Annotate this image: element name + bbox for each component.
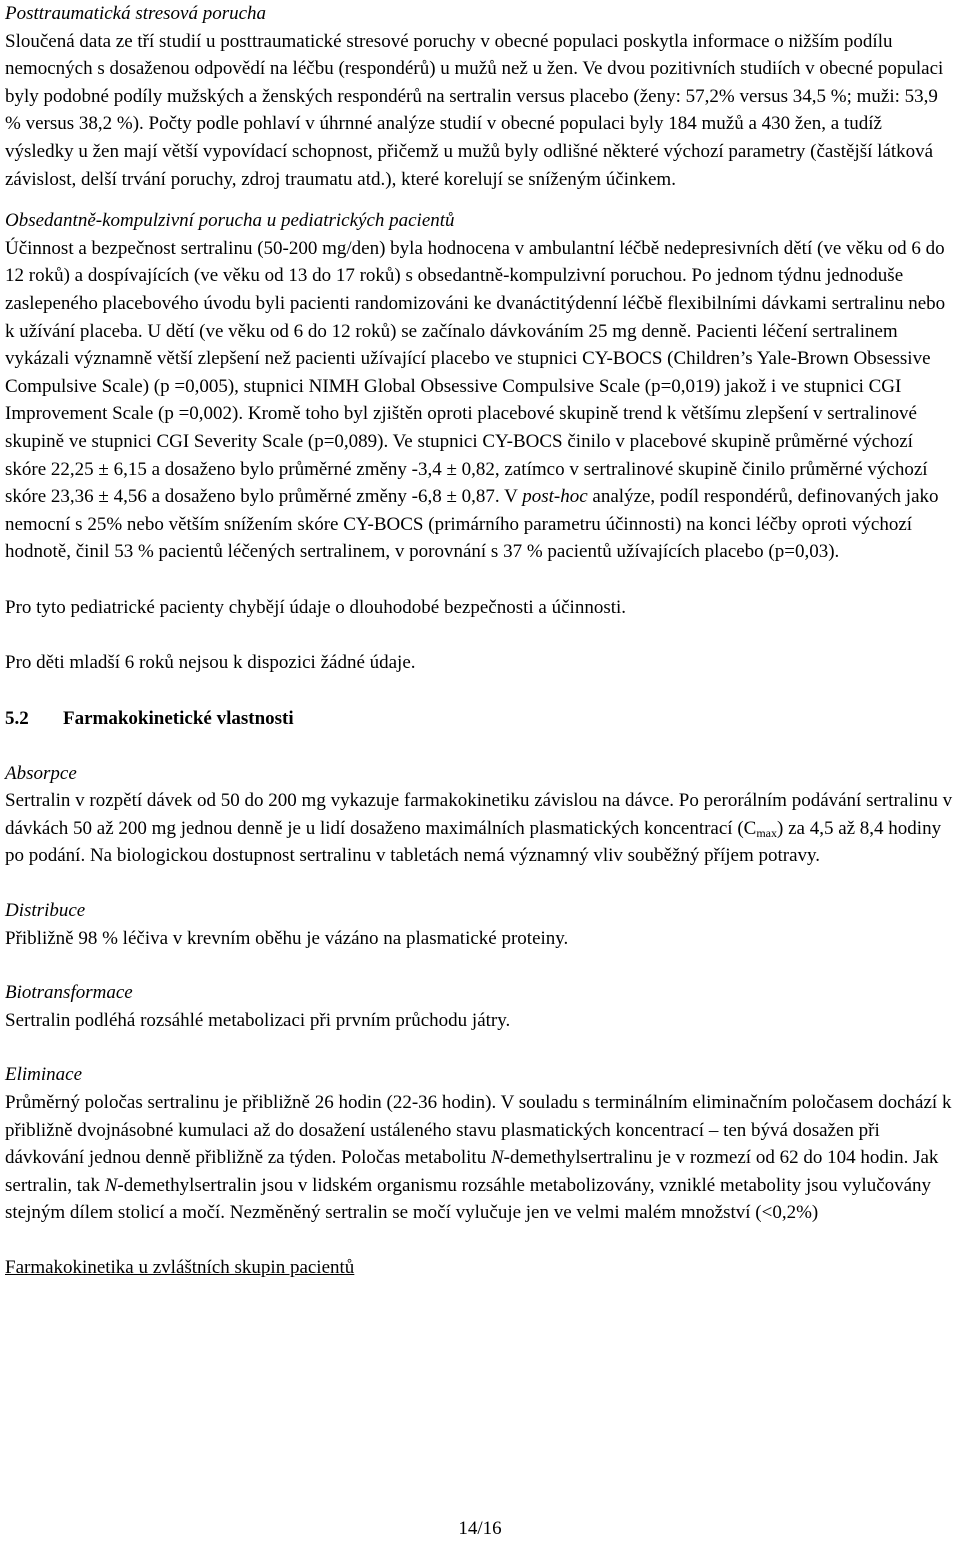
section-title: Farmakokinetické vlastnosti <box>63 708 294 730</box>
spacer <box>5 621 955 649</box>
document-page <box>5 0 955 1282</box>
eliminace-text-c: -demethylsertralin jsou v lidském organismu rozsáhle metabolizovány, vzniklé metabolity jsou vylučovány stejným dílem stolicí a močí. Nezměněný sertralin se močí vylučuje jen ve velmi malém množství (<0,2%) <box>5 1174 932 1224</box>
spacer <box>5 733 955 760</box>
biotransformace-heading: Biotransformace <box>5 982 133 1004</box>
eliminace-text-b: -demethylsertralinu je v rozmezí od 62 do 104 hodin. Jak sertralin, tak <box>5 1147 939 1196</box>
ocd-paragraph <box>5 235 955 566</box>
spacer <box>5 1227 955 1254</box>
spacer <box>5 870 955 897</box>
eliminace-n2: N <box>104 1174 118 1196</box>
section-number: 5.2 <box>5 708 29 730</box>
spacer <box>5 952 955 979</box>
section-heading <box>5 705 955 733</box>
spacer <box>5 677 955 705</box>
ocd-text-a: Účinnost a bezpečnost sertralinu (50-200 mg/den) byla hodnocena v ambulantní léčbě nedepresivních dětí (ve věku od 6 do 12 roků) a dospívajících (ve věku od 13 do 17 roků) s obsedantně-kompulzivní poruchou. Po jednom týdnu jednoduše zaslepeného placebového úvodu byli pacienti randomizováni ke dvanáctitýdenní léčbě flexibilními dávkami sertralinu nebo k užívání placeba. U dětí (ve věku od 6 do 12 roků) se začínalo dávkováním 25 mg denně. Pacienti léčení sertralinem vykázali významně větší zlepšení než pacienti užívající placebo ve stupnici CY-BOCS (Children’s Yale-Brown Obsessive Compulsive Scale) (p =0,005), stupnici NIMH Global Obsessive Compulsive Scale (p=0,019) jakož i ve stupnici CGI Improvement Scale (p =0,002). Kromě toho byl zjištěn oproti placebové skupině trend k většímu zlepšení v sertralinové skupině ve stupnici CGI Severity Scale (p=0,089). Ve stupnici CY-BOCS činilo v placebové skupině průměrné výchozí skóre 22,25 ± 6,15 a dosaženo bylo průměrné změny -3,4 ± 0,82, zatímco v sertralinové skupině činilo průměrné výchozí skóre 23,36 ± 4,56 a dosaženo bylo průměrné změny -6,8 ± 0,87. V <box>5 237 946 508</box>
biotransformace-paragraph: Sertralin podléhá rozsáhlé metabolizaci při prvním průchodu játry. <box>5 1009 511 1031</box>
special-groups-heading: Farmakokinetika u zvláštních skupin pacientů <box>5 1256 355 1278</box>
ocd-text-b: analýze, podíl respondérů, definovaných jako nemocní s 25% nebo větším snížením skóre CY-BOCS (primárního parametru účinnosti) na konci léčby oproti výchozí hodnotě, činil 53 % pacientů léčených sertralinem, v porovnání s 37 % pacientů užívajících placebo (p=0,03). <box>5 486 939 563</box>
absorpce-heading: Absorpce <box>5 762 77 784</box>
spacer <box>5 1034 955 1061</box>
eliminace-text-a: Průměrný poločas sertralinu je přibližně 26 hodin (22-36 hodin). V souladu s terminálním eliminačním poločasem dochází k přibližně dvojnásobné kumulaci až do dosažení ustáleného stavu plasmatických koncentrací – ten bývá dosažen při dávkování jednou denně přibližně za týden. Poločas metabolitu <box>5 1092 952 1169</box>
absorpce-text-a: Sertralin v rozpětí dávek od 50 do 200 mg vykazuje farmakokinetiku závislou na dávce. Po perorálním podávání sertralinu v dávkách 50 až 200 mg jednou denně je u lidí dosaženo maximálních plasmatických koncentrací (C <box>5 790 953 839</box>
distribuce-heading: Distribuce <box>5 900 86 922</box>
ocd-italic: post-hoc <box>522 486 588 508</box>
cmax-subscript: max <box>756 825 777 840</box>
ocd-heading: Obsedantně-kompulzivní porucha u pediatrických pacientů <box>5 210 455 232</box>
pediatric-note-under6: Pro děti mladší 6 roků nejsou k dispozici žádné údaje. <box>5 652 416 674</box>
eliminace-paragraph <box>5 1089 955 1227</box>
spacer <box>5 193 955 207</box>
pediatric-note-longterm: Pro tyto pediatrické pacienty chybějí údaje o dlouhodobé bezpečnosti a účinnosti. <box>5 596 627 618</box>
eliminace-n1: N <box>490 1147 504 1169</box>
absorpce-text-b: ) za 4,5 až 8,4 hodiny po podání. Na biologickou dostupnost sertralinu v tabletách nemá významný vliv souběžný příjem potravy. <box>5 817 942 867</box>
page-number: 14/16 <box>458 1518 502 1539</box>
absorpce-paragraph <box>5 787 955 870</box>
eliminace-heading: Eliminace <box>5 1064 83 1086</box>
ptsd-heading: Posttraumatická stresová porucha <box>5 3 267 24</box>
distribuce-paragraph: Přibližně 98 % léčiva v krevním oběhu je vázáno na plasmatické proteiny. <box>5 927 569 949</box>
ptsd-paragraph: Sloučená data ze tří studií u posttraumatické stresové poruchy v obecné populaci poskytla informace o nižším podílu nemocných s dosaženou odpovědí na léčbu (respondérů) u mužů než u žen. Ve dvou pozitivních studiích v obecné populaci byly podobné podíly mužských a ženských respondérů na sertralin versus placebo (ženy: 57,2% versus 34,5 %; muži: 53,9 % versus 38,2 %). Počty podle pohlaví v úhrnné analýze studií v obecné populaci byly 184 mužů a 430 žen, a tudíž výsledky u žen mají větší vypovídací schopnost, přičemž u mužů byly odlišné některé výchozí parametry (častější látková závislost, delší trvání poruchy, zdroj traumatu atd.), které korelují se sníženým účinkem. <box>5 30 944 190</box>
spacer <box>5 566 955 594</box>
